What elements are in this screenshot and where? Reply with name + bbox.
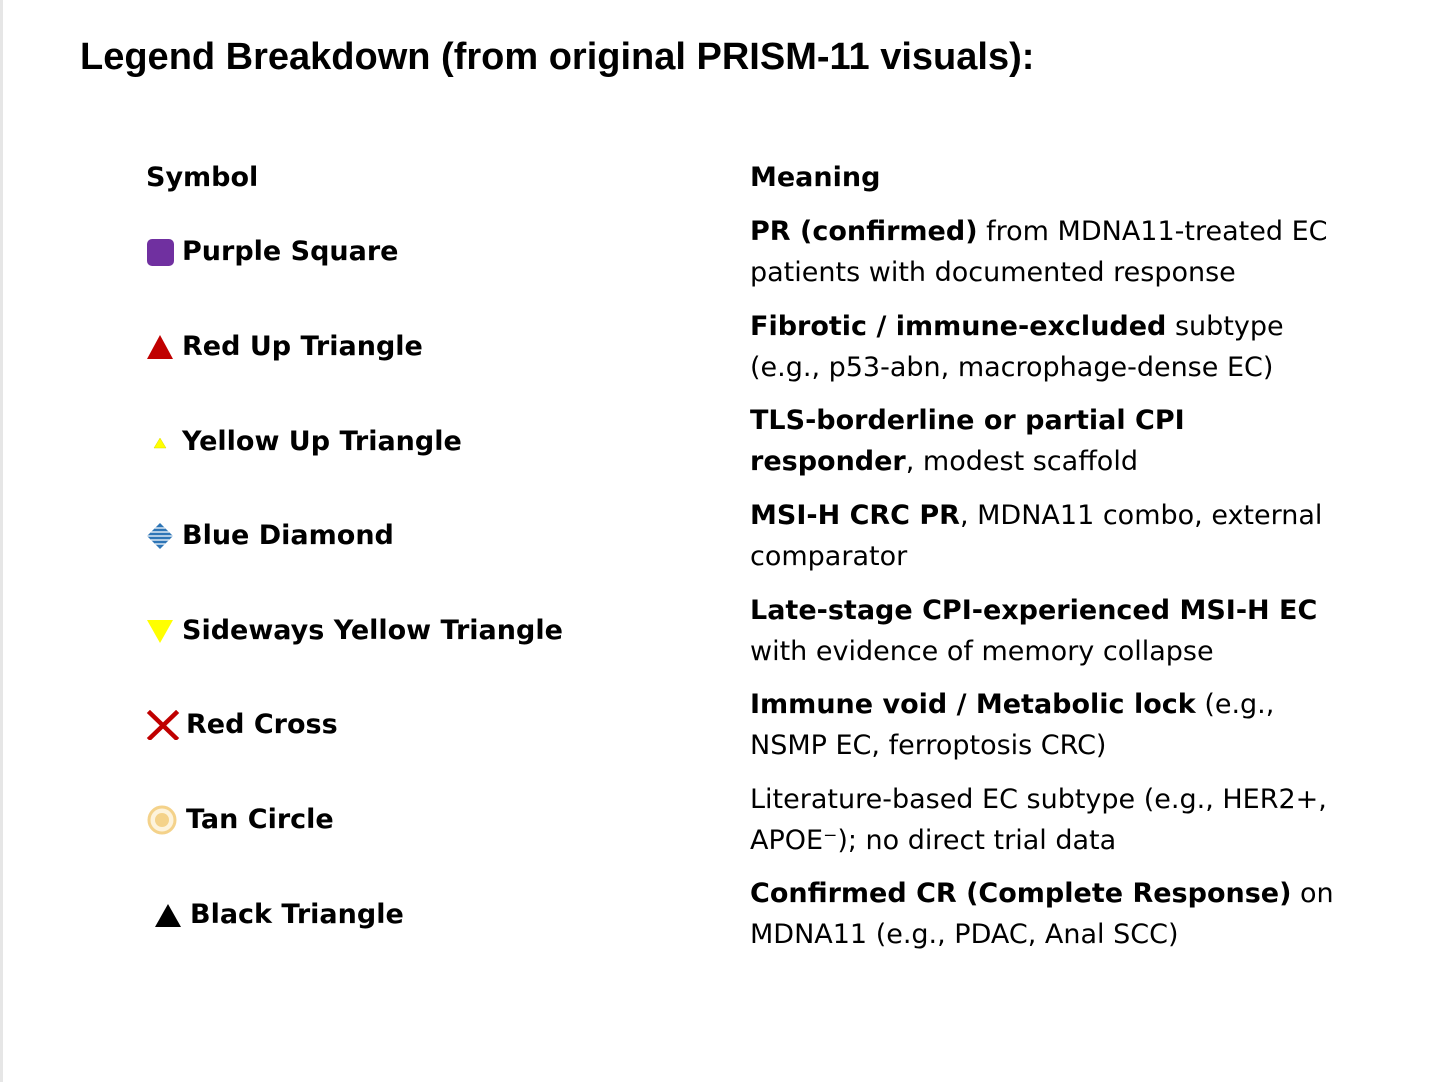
legend-row-blue-diamond	[146, 516, 394, 556]
meaning-bold: Immune void / Metabolic lock	[750, 689, 1196, 720]
purple-square-icon	[146, 237, 176, 267]
blue-diamond-icon	[146, 521, 176, 551]
meaning-rest: with evidence of memory collapse	[750, 636, 1214, 667]
symbol-label: Tan Circle	[186, 804, 334, 835]
meaning-bold: Late-stage CPI-experienced MSI-H EC	[750, 595, 1318, 626]
meaning-column-header: Meaning	[750, 162, 881, 193]
meaning-text	[750, 495, 1350, 577]
meaning-bold: Fibrotic / immune-excluded	[750, 311, 1167, 342]
symbol-label: Blue Diamond	[182, 520, 394, 551]
meaning-text	[750, 306, 1350, 388]
legend-row-sideways-yellow-triangle	[146, 611, 563, 651]
meaning-rest: , modest scaffold	[905, 446, 1138, 477]
tan-circle-icon	[146, 805, 180, 835]
meaning-text	[750, 400, 1350, 482]
legend-row-tan-circle	[146, 800, 334, 840]
legend-row-red-up-triangle	[146, 327, 423, 367]
black-triangle-icon	[146, 900, 186, 930]
page-title: Legend Breakdown (from original PRISM-11 visuals):	[80, 36, 1035, 78]
meaning-text	[750, 684, 1350, 766]
meaning-rest: Literature-based EC subtype (e.g., HER2+, APOE⁻); no direct trial data	[750, 784, 1327, 856]
meaning-text	[750, 779, 1350, 861]
meaning-rest: (e.g., NSMP EC, ferroptosis CRC)	[750, 689, 1275, 761]
symbol-label: Black Triangle	[190, 899, 404, 930]
meaning-bold: PR (confirmed)	[750, 216, 978, 247]
yellow-up-triangle-icon	[146, 427, 176, 457]
meaning-text	[750, 211, 1350, 293]
meaning-rest: subtype (e.g., p53-abn, macrophage-dense EC)	[750, 311, 1284, 383]
legend-row-purple-square	[146, 232, 398, 272]
red-up-triangle-icon	[146, 332, 176, 362]
legend-row-yellow-up-triangle	[146, 422, 462, 462]
red-cross-icon	[146, 710, 180, 740]
sideways-yellow-triangle-icon	[146, 616, 176, 646]
meaning-rest: on MDNA11 (e.g., PDAC, Anal SCC)	[750, 878, 1334, 950]
symbol-column-header: Symbol	[146, 162, 259, 193]
symbol-label: Yellow Up Triangle	[182, 426, 462, 457]
legend-row-red-cross	[146, 705, 338, 745]
meaning-bold: TLS-borderline or partial CPI responder	[750, 405, 1185, 477]
meaning-bold: Confirmed CR (Complete Response)	[750, 878, 1292, 909]
meaning-text	[750, 873, 1350, 955]
symbol-label: Sideways Yellow Triangle	[182, 615, 563, 646]
symbol-label: Red Up Triangle	[182, 331, 423, 362]
legend-row-black-triangle	[146, 895, 404, 935]
meaning-rest: from MDNA11-treated EC patients with documented response	[750, 216, 1328, 288]
symbol-label: Purple Square	[182, 236, 399, 267]
symbol-label: Red Cross	[186, 709, 338, 740]
meaning-rest: , MDNA11 combo, external comparator	[750, 500, 1323, 572]
meaning-text	[750, 590, 1350, 672]
meaning-bold: MSI-H CRC PR	[750, 500, 960, 531]
page-left-edge	[0, 0, 3, 1082]
